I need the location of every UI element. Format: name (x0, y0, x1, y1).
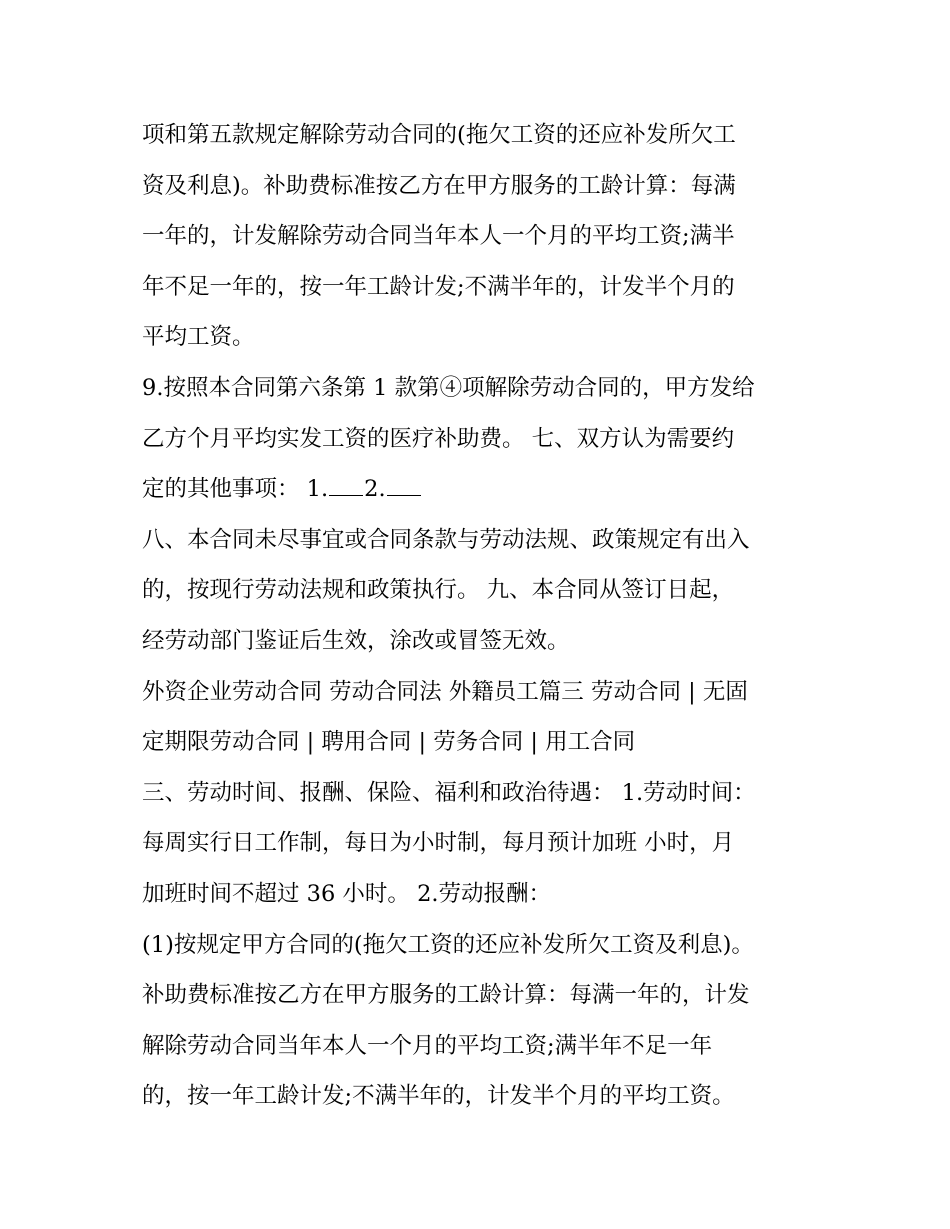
text-line-15: 每周实行日工作制，每日为小时制，每月预计加班 小时，月 (142, 830, 735, 857)
text-line-18: 补助费标准按乙方在甲方服务的工龄计算：每满一年的，计发 (142, 982, 750, 1009)
blank-field-1 (329, 475, 363, 496)
text-line-13: 定期限劳动合同 | 聘用合同 | 劳务合同 | 用工合同 (142, 729, 636, 756)
text-line-12: 外资企业劳动合同 劳动合同法 外籍员工篇三 劳动合同 | 无固 (142, 678, 748, 705)
text-line-16: 加班时间不超过 36 小时。 2.劳动报酬： (142, 880, 552, 907)
text-line-10: 的，按现行劳动法规和政策执行。 九、本合同从签订日起， (142, 577, 735, 604)
document-body (142, 110, 842, 1122)
text-line-6: 9.按照本合同第六条第 1 款第④项解除劳动合同的，甲方发给 (142, 374, 755, 401)
text-line-7: 乙方个月平均实发工资的医疗补助费。 七、双方认为需要约 (142, 425, 735, 452)
text-line-3: 一年的，计发解除劳动合同当年本人一个月的平均工资;满半 (142, 223, 735, 250)
text-line-2: 资及利息)。补助费标准按乙方在甲方服务的工龄计算：每满 (142, 172, 736, 199)
text-line-1: 项和第五款规定解除劳动合同的(拖欠工资的还应补发所欠工 (142, 122, 736, 148)
text-line-4: 年不足一年的，按一年工龄计发;不满半年的，计发半个月的 (142, 273, 735, 300)
text-line-20: 的，按一年工龄计发;不满半年的，计发半个月的平均工资。 (142, 1083, 735, 1110)
text-line-11: 经劳动部门鉴证后生效，涂改或冒签无效。 (142, 627, 570, 654)
text-line-8 (142, 464, 842, 515)
text-line-8-middle: 2. (364, 476, 386, 503)
text-line-5: 平均工资。 (142, 324, 255, 351)
text-line-14: 三、劳动时间、报酬、保险、福利和政治待遇： 1.劳动时间： (142, 779, 756, 806)
text-line-19: 解除劳动合同当年本人一个月的平均工资;满半年不足一年 (142, 1032, 713, 1059)
text-line-9: 八、本合同未尽事宜或合同条款与劳动法规、政策规定有出入 (142, 526, 750, 553)
blank-field-2 (387, 475, 421, 496)
text-line-17: (1)按规定甲方合同的(拖欠工资的还应补发所欠工资及利息)。 (142, 931, 754, 958)
text-line-8-prefix: 定的其他事项： 1. (142, 476, 329, 503)
